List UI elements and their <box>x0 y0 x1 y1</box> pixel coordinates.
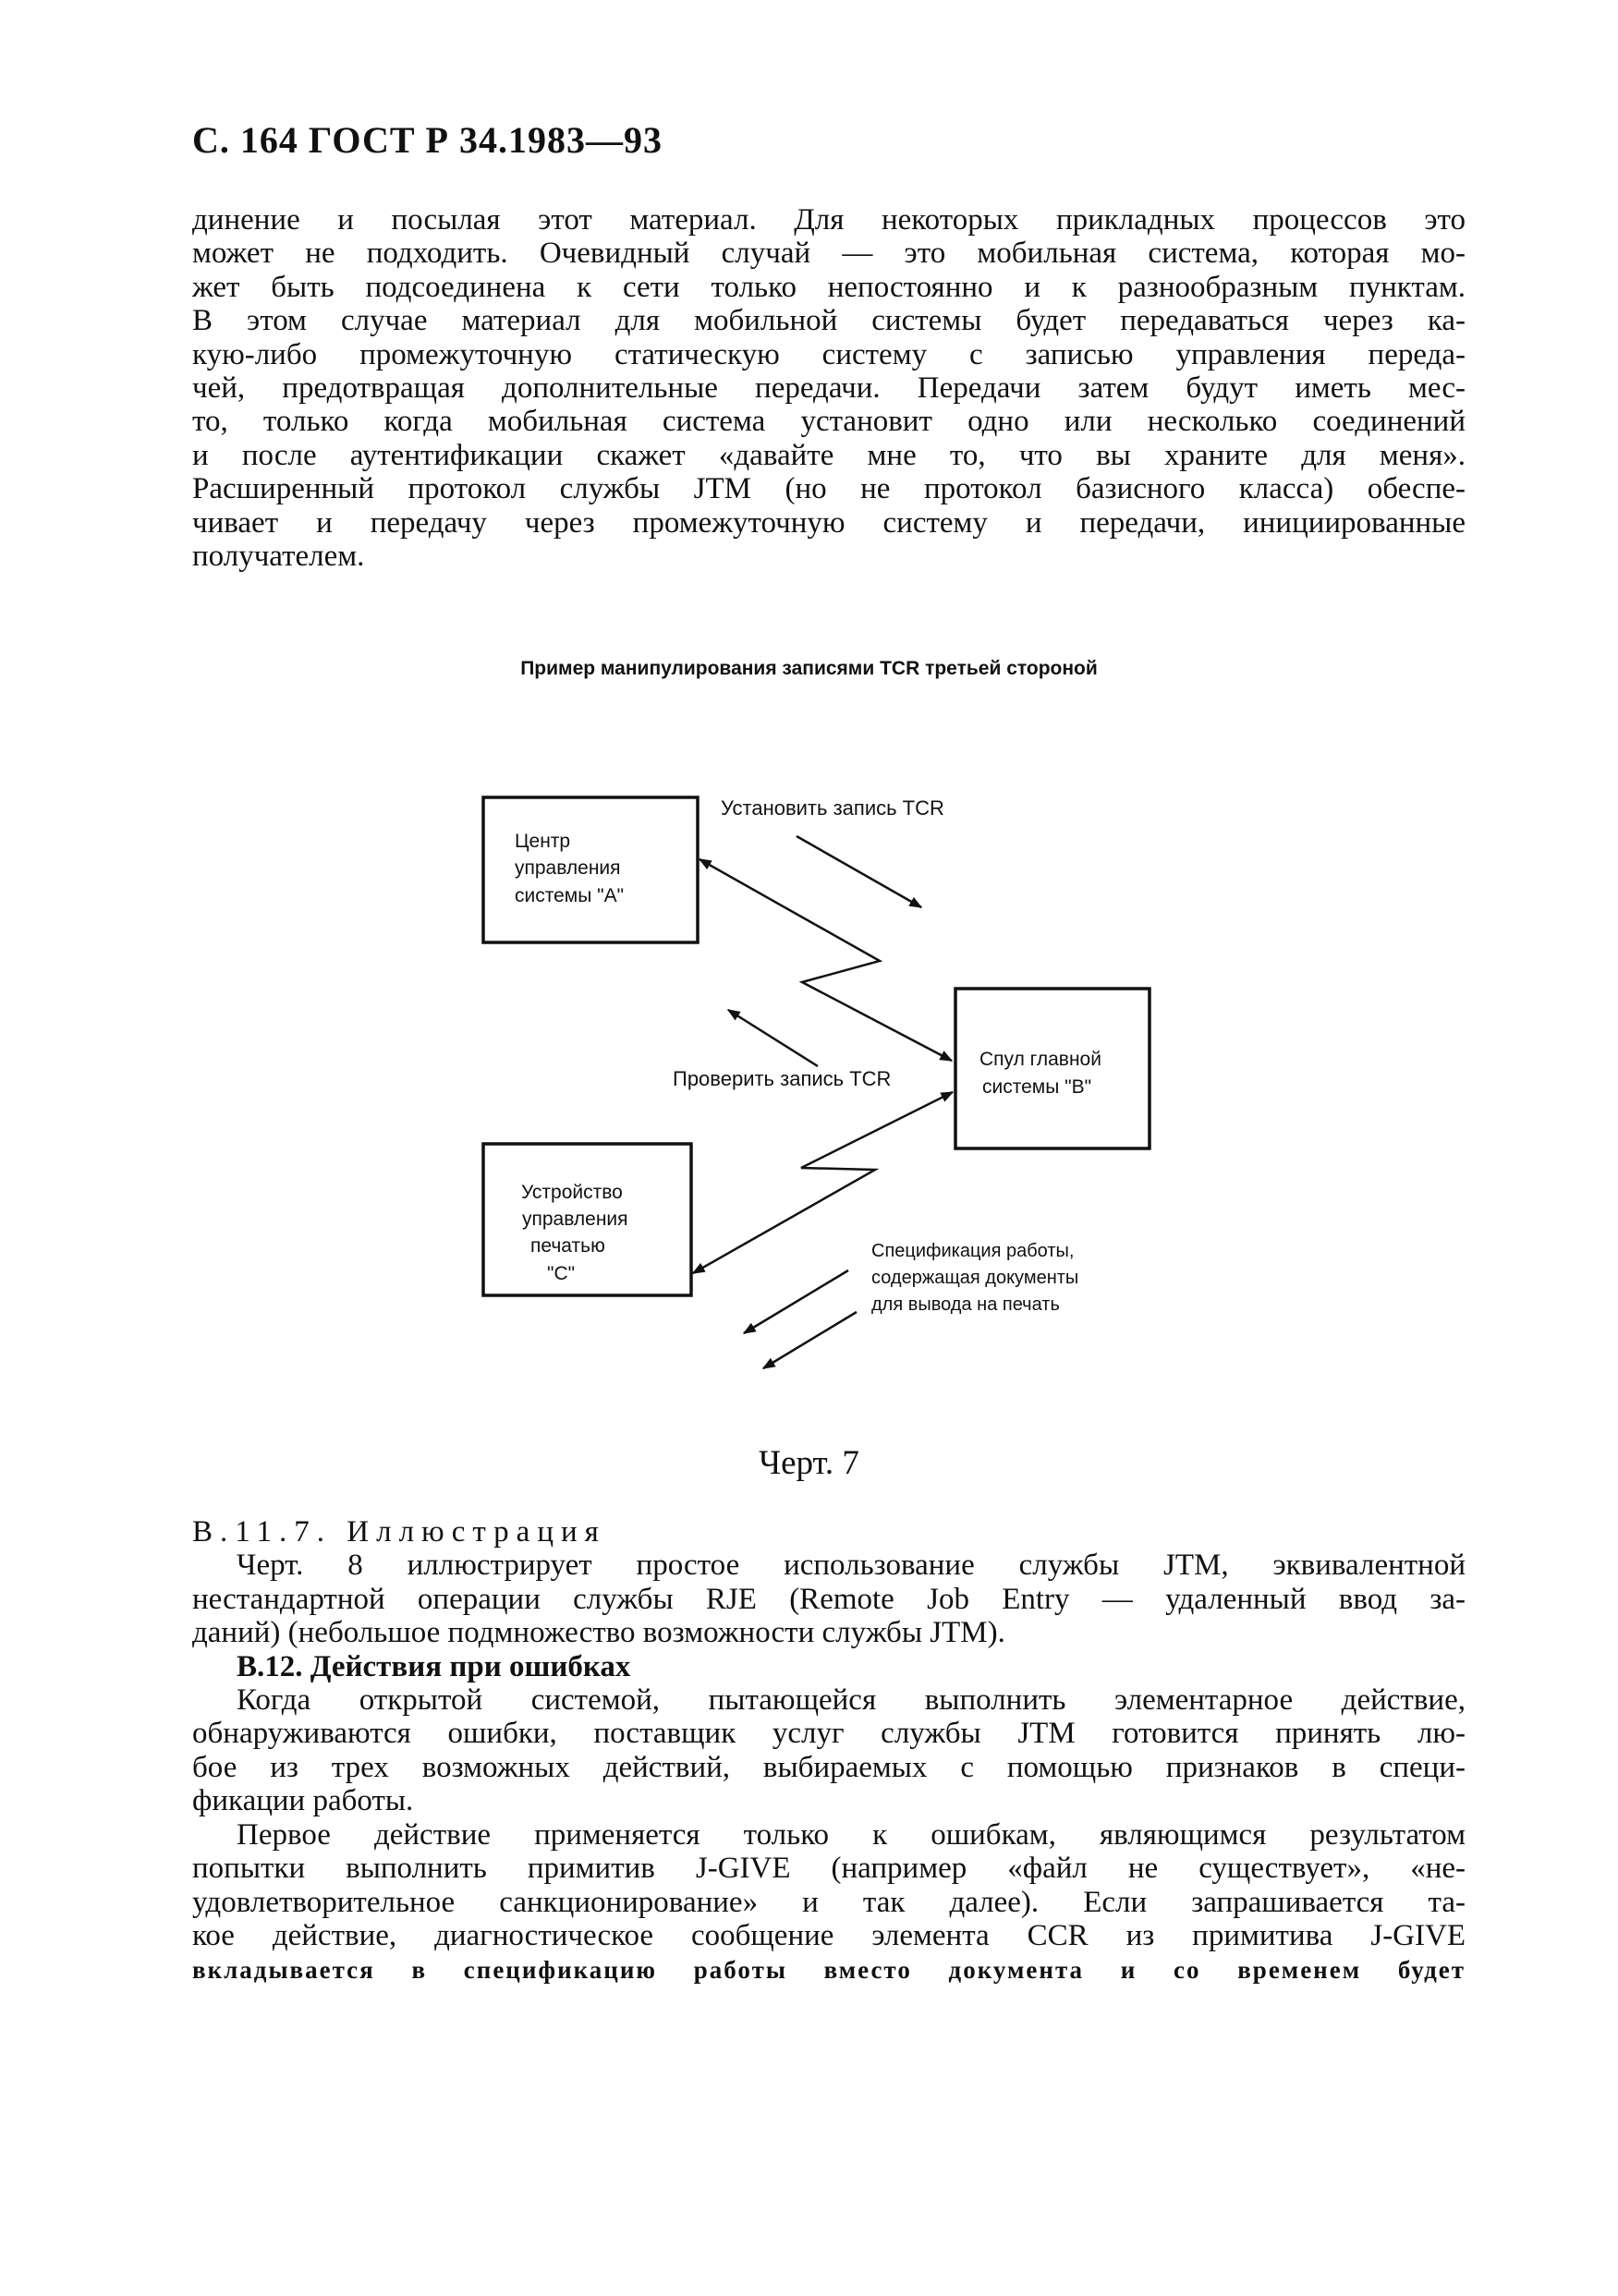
text-line: Когда открытой системой, пытающейся выполнить элементарное действие, <box>237 1683 1466 1718</box>
text-line: получателем. <box>192 540 365 574</box>
figure-caption: Черт. 7 <box>759 1444 859 1482</box>
text-line: то, только когда мобильная система установит одно или несколько соединений <box>192 405 1466 439</box>
text-line: кую-либо промежуточную статическую систему с записью управления переда- <box>192 337 1466 371</box>
text-line: Черт. 8 иллюстрирует простое использование службы JTM, эквивалентной <box>237 1549 1466 1583</box>
text-line: Расширенный протокол службы JTM (но не протокол базисного класса) обеспе- <box>192 472 1466 506</box>
label-job-spec: Спецификация работы, содержащая документы для вывода на печать <box>871 1241 1079 1315</box>
box-a-label: Центр управления системы "А" <box>515 831 625 906</box>
text-line: чей, предотвращая дополнительные передачи. Передачи затем будут иметь мес- <box>192 371 1466 406</box>
text-line: вкладывается в спецификацию работы вместо документа и со временем будет <box>192 1955 1466 1984</box>
text-line: даний) (небольшое подмножество возможности службы JTM). <box>192 1616 1005 1650</box>
text-line: фикации работы. <box>192 1784 414 1818</box>
text-line: попытки выполнить примитив J-GIVE (например «файл не существует», «не- <box>192 1852 1466 1886</box>
text-line: динение и посылая этот материал. Для некоторых прикладных процессов это <box>192 203 1466 237</box>
text-line: Первое действие применяется только к ошибкам, являющимся результатом <box>237 1818 1466 1852</box>
text-line: обнаруживаются ошибки, поставщик услуг службы JTM готовится принять лю- <box>192 1717 1466 1751</box>
box-b-label: Спул главной системы "В" <box>979 1049 1101 1098</box>
box-c-label: Устройство управления печатью "С" <box>521 1182 628 1284</box>
arrow-check-tcr <box>728 1010 818 1066</box>
text-line: чивает и передачу через промежуточную систему и передачи, инициированные <box>192 505 1466 540</box>
text-line: и после аутентификации скажет «давайте мне то, что вы храните для меня». <box>192 438 1466 472</box>
text-line: жет быть подсоединена к сети только непостоянно и к разнообразным пунктам. <box>192 270 1466 304</box>
label-set-tcr: Установить запись TCR <box>721 796 944 820</box>
text-line: В этом случае материал для мобильной системы будет передаваться через ка- <box>192 304 1466 338</box>
text-line: бое из трех возможных действий, выбираемых с помощью признаков в специ- <box>192 1750 1466 1784</box>
arrow-job-spec-2 <box>763 1312 857 1368</box>
text-line: нестандартной операции службы RJE (Remote Job Entry — удаленный ввод за- <box>192 1582 1466 1616</box>
text-line: кое действие, диагностическое сообщение элемента CCR из примитива J-GIVE <box>192 1919 1466 1953</box>
text-line: может не подходить. Очевидный случай — это мобильная система, которая мо- <box>192 237 1466 271</box>
text-line: удовлетворительное санкционирование» и так далее). Если запрашивается та- <box>192 1885 1466 1919</box>
link-a-b <box>700 859 952 1061</box>
page-header: С. 164 ГОСТ Р 34.1983—93 <box>192 119 663 161</box>
arrow-set-tcr <box>797 836 921 907</box>
arrow-job-spec-1 <box>744 1270 848 1333</box>
section-heading: В.12. Действия при ошибках <box>237 1649 631 1683</box>
section-b12-para2 <box>192 1818 1466 1986</box>
section-heading: В.11.7. Иллюстрация <box>192 1515 606 1549</box>
label-check-tcr: Проверить запись TCR <box>673 1067 892 1090</box>
figure-title: Пример манипулирования записями TCR третьей стороной <box>520 658 1098 679</box>
section-b11-7 <box>192 1515 1466 1818</box>
